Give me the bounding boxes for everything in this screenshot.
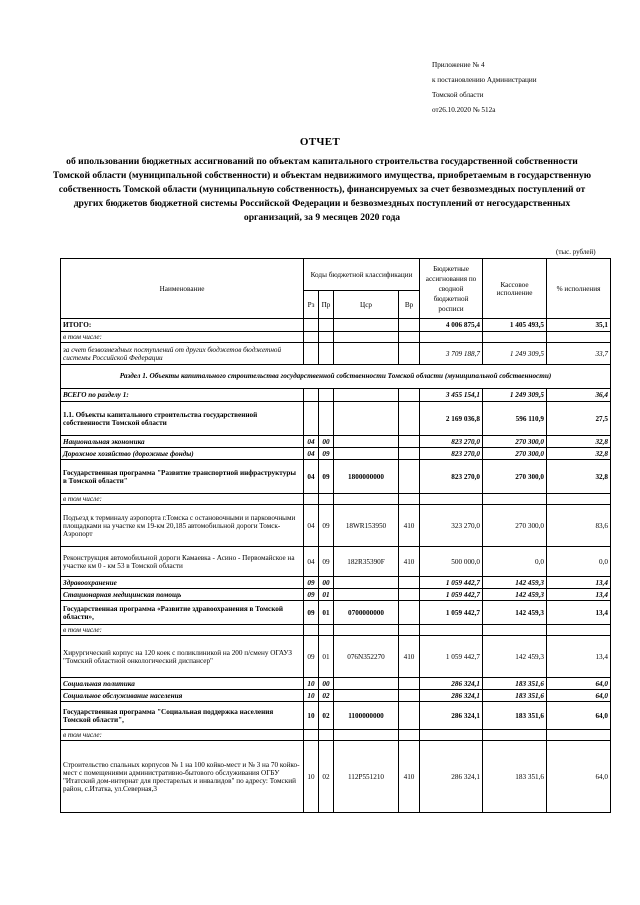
header-name: Наименование	[61, 259, 304, 319]
cell-percent: 27,5	[547, 402, 611, 436]
cell-vr	[399, 577, 420, 589]
cell-csr	[334, 448, 399, 460]
cell-vr	[399, 448, 420, 460]
cell-rz: 10	[304, 741, 319, 813]
cell-name: Социальная политика	[61, 678, 304, 690]
cell-name: Государственная программа "Развитие транспортной инфраструктуры в Томской области"	[61, 460, 304, 494]
table-row	[61, 460, 611, 494]
cell-budget: 286 324,1	[420, 678, 483, 690]
cell-csr: 112P551210	[334, 741, 399, 813]
cell-name: Дорожное хозяйство (дорожные фонды)	[61, 448, 304, 460]
appendix-line: Приложение № 4	[432, 61, 485, 69]
cell-cash: 270 300,0	[483, 448, 547, 460]
cell-name: Социальное обслуживание населения	[61, 690, 304, 702]
report-title: ОТЧЕТ	[299, 136, 341, 148]
cell-vr	[399, 494, 420, 505]
cell-cash: 1 249 309,5	[483, 343, 547, 365]
cell-pr: 09	[319, 448, 334, 460]
cell-vr: 410	[399, 505, 420, 547]
table-row	[61, 690, 611, 702]
cell-percent: 32,8	[547, 436, 611, 448]
cell-rz: 10	[304, 690, 319, 702]
cell-cash	[483, 730, 547, 741]
cell-budget: 323 270,0	[420, 505, 483, 547]
appendix-line: к постановлению Администрации	[432, 76, 537, 84]
cell-pr	[319, 389, 334, 402]
cell-csr: 076N352270	[334, 636, 399, 678]
cell-cash: 0,0	[483, 547, 547, 577]
cell-cash: 142 459,3	[483, 589, 547, 601]
cell-vr	[399, 402, 420, 436]
cell-name: Стационарная медицинская помощь	[61, 589, 304, 601]
cell-budget: 823 270,0	[420, 436, 483, 448]
cell-budget: 286 324,1	[420, 741, 483, 813]
cell-rz	[304, 332, 319, 343]
cell-vr	[399, 601, 420, 625]
cell-rz	[304, 343, 319, 365]
cell-vr	[399, 678, 420, 690]
cell-name: Подъезд к терминалу аэропорта г.Томска с остановочными и парковочными площадками на участке км 19-км 20,185 автомобильной дороги Томск-Аэропорт	[61, 505, 304, 547]
cell-budget: 1 059 442,7	[420, 636, 483, 678]
cell-percent: 64,0	[547, 702, 611, 730]
cell-percent: 64,0	[547, 690, 611, 702]
table-row	[61, 625, 611, 636]
cell-pr: 02	[319, 690, 334, 702]
cell-percent	[547, 730, 611, 741]
header-vr: Вр	[399, 291, 420, 319]
section-title: Раздел 1. Объекты капитального строительства государственной собственности Томской области (муниципальной собственности)	[61, 365, 611, 389]
cell-percent	[547, 332, 611, 343]
cell-name: в том числе:	[61, 332, 304, 343]
cell-name: ИТОГО:	[61, 319, 304, 332]
cell-budget: 823 270,0	[420, 460, 483, 494]
cell-pr: 00	[319, 436, 334, 448]
table-row	[61, 702, 611, 730]
cell-pr: 01	[319, 601, 334, 625]
cell-vr	[399, 436, 420, 448]
cell-csr: 18WR153950	[334, 505, 399, 547]
appendix-line: Томской области	[432, 91, 484, 99]
table-row	[61, 601, 611, 625]
cell-csr	[334, 343, 399, 365]
cell-budget: 1 059 442,7	[420, 577, 483, 589]
cell-cash	[483, 494, 547, 505]
cell-csr	[334, 625, 399, 636]
cell-percent: 33,7	[547, 343, 611, 365]
cell-percent: 13,4	[547, 636, 611, 678]
cell-rz: 09	[304, 636, 319, 678]
cell-vr	[399, 690, 420, 702]
cell-rz: 09	[304, 589, 319, 601]
cell-pr: 01	[319, 589, 334, 601]
cell-vr: 410	[399, 547, 420, 577]
cell-vr	[399, 343, 420, 365]
cell-pr	[319, 332, 334, 343]
cell-rz	[304, 319, 319, 332]
cell-pr	[319, 343, 334, 365]
cell-rz: 04	[304, 460, 319, 494]
cell-cash: 596 110,9	[483, 402, 547, 436]
cell-vr	[399, 460, 420, 494]
cell-name: ВСЕГО по разделу 1:	[61, 389, 304, 402]
table-row	[61, 402, 611, 436]
cell-budget	[420, 494, 483, 505]
cell-rz: 04	[304, 448, 319, 460]
cell-percent: 13,4	[547, 589, 611, 601]
cell-name: за счет безвозмездных поступлений от других бюджетов бюджетной системы Российской Федерации	[61, 343, 304, 365]
cell-cash: 270 300,0	[483, 436, 547, 448]
cell-pr: 02	[319, 702, 334, 730]
cell-rz: 04	[304, 547, 319, 577]
cell-budget: 823 270,0	[420, 448, 483, 460]
header-codes: Коды бюджетной классификации	[304, 259, 420, 291]
cell-cash: 270 300,0	[483, 505, 547, 547]
cell-cash: 142 459,3	[483, 601, 547, 625]
cell-pr	[319, 730, 334, 741]
cell-csr	[334, 319, 399, 332]
cell-cash: 270 300,0	[483, 460, 547, 494]
cell-rz: 09	[304, 601, 319, 625]
cell-vr	[399, 730, 420, 741]
cell-name: 1.1. Объекты капитального строительства государственной собственности Томской области	[61, 402, 304, 436]
cell-pr: 01	[319, 636, 334, 678]
cell-name: Здравоохранение	[61, 577, 304, 589]
cell-percent: 36,4	[547, 389, 611, 402]
appendix-block	[432, 58, 537, 118]
cell-csr	[334, 389, 399, 402]
cell-csr	[334, 402, 399, 436]
table-row	[61, 741, 611, 813]
cell-vr	[399, 589, 420, 601]
cell-percent: 0,0	[547, 547, 611, 577]
cell-name: Государственная программа "Социальная поддержка населения Томской области",	[61, 702, 304, 730]
cell-budget: 4 006 875,4	[420, 319, 483, 332]
cell-vr	[399, 389, 420, 402]
cell-percent	[547, 625, 611, 636]
cell-cash	[483, 625, 547, 636]
cell-pr: 00	[319, 678, 334, 690]
cell-vr	[399, 702, 420, 730]
appendix-line: от26.10.2020 № 512а	[432, 106, 496, 114]
cell-rz: 10	[304, 678, 319, 690]
cell-pr	[319, 494, 334, 505]
table-row	[61, 343, 611, 365]
cell-rz	[304, 625, 319, 636]
cell-csr: 0700000000	[334, 601, 399, 625]
cell-vr	[399, 332, 420, 343]
report-table	[60, 258, 611, 813]
cell-percent: 64,0	[547, 741, 611, 813]
cell-rz	[304, 402, 319, 436]
table-row	[61, 332, 611, 343]
table-row	[61, 678, 611, 690]
cell-csr: 1100000000	[334, 702, 399, 730]
cell-budget: 3 709 188,7	[420, 343, 483, 365]
cell-budget	[420, 332, 483, 343]
cell-pr: 09	[319, 460, 334, 494]
cell-budget: 2 169 036,8	[420, 402, 483, 436]
table-row	[61, 547, 611, 577]
cell-csr	[334, 678, 399, 690]
cell-vr: 410	[399, 741, 420, 813]
cell-rz: 10	[304, 702, 319, 730]
table-row	[61, 448, 611, 460]
cell-budget: 1 059 442,7	[420, 589, 483, 601]
header-percent: % исполнения	[547, 259, 611, 319]
cell-name: Государственная программа «Развитие здравоохранения в Томской области»,	[61, 601, 304, 625]
cell-csr	[334, 589, 399, 601]
cell-pr	[319, 402, 334, 436]
cell-budget: 1 059 442,7	[420, 601, 483, 625]
cell-cash: 142 459,3	[483, 636, 547, 678]
table-row	[61, 389, 611, 402]
cell-rz: 04	[304, 505, 319, 547]
cell-cash: 183 351,6	[483, 702, 547, 730]
cell-cash: 183 351,6	[483, 678, 547, 690]
cell-budget: 286 324,1	[420, 702, 483, 730]
cell-cash	[483, 332, 547, 343]
cell-csr: 1800000000	[334, 460, 399, 494]
cell-csr	[334, 436, 399, 448]
cell-pr: 02	[319, 741, 334, 813]
cell-pr	[319, 319, 334, 332]
cell-name: Национальная экономика	[61, 436, 304, 448]
report-subtitle: об ипользовании бюджетных ассигнований по объектам капитального строительства государственной собственности Томской области (муниципальной собственности) и объектам недвижимого имущества, приобретаемым в государственную собственность Томской области (муниципальную собственность), финансируемых за счет безвозмездных поступлений от других бюджетов бюджетной системы Российской Федерации и безвозмездных поступлений от негосударственных организаций, за 9 месяцев 2020 года	[52, 156, 592, 223]
cell-pr: 09	[319, 505, 334, 547]
cell-cash: 1 249 309,5	[483, 389, 547, 402]
cell-name: Хирургический корпус на 120 коек с поликлиникой на 200 п/смену ОГАУЗ "Томский областной онкологический диспансер"	[61, 636, 304, 678]
cell-percent: 13,4	[547, 577, 611, 589]
cell-percent: 83,6	[547, 505, 611, 547]
cell-csr	[334, 332, 399, 343]
cell-percent: 32,8	[547, 460, 611, 494]
cell-name: в том числе:	[61, 730, 304, 741]
cell-pr: 09	[319, 547, 334, 577]
table-row	[61, 636, 611, 678]
cell-rz	[304, 389, 319, 402]
cell-csr	[334, 730, 399, 741]
cell-percent	[547, 494, 611, 505]
cell-csr: 182R35390F	[334, 547, 399, 577]
cell-csr	[334, 690, 399, 702]
cell-rz	[304, 494, 319, 505]
cell-rz	[304, 730, 319, 741]
header-pr: Пр	[319, 291, 334, 319]
cell-csr	[334, 577, 399, 589]
table-row	[61, 730, 611, 741]
table-row	[61, 589, 611, 601]
units-note: (тыс. рублей)	[556, 248, 596, 256]
cell-budget	[420, 730, 483, 741]
section-row	[61, 365, 611, 389]
cell-pr	[319, 625, 334, 636]
cell-csr	[334, 494, 399, 505]
cell-budget	[420, 625, 483, 636]
cell-percent: 35,1	[547, 319, 611, 332]
cell-vr	[399, 319, 420, 332]
cell-rz: 04	[304, 436, 319, 448]
header-rz: Рз	[304, 291, 319, 319]
cell-budget: 286 324,1	[420, 690, 483, 702]
header-row	[61, 259, 611, 291]
cell-budget: 500 000,0	[420, 547, 483, 577]
header-cash: Кассовое исполнение	[483, 259, 547, 319]
cell-name: Реконструкция автомобильной дороги Камаевка - Асино - Первомайское на участке км 0 - км 53 в Томской области	[61, 547, 304, 577]
cell-name: в том числе:	[61, 494, 304, 505]
table-row	[61, 505, 611, 547]
cell-cash: 1 405 493,5	[483, 319, 547, 332]
cell-cash: 183 351,6	[483, 690, 547, 702]
cell-vr: 410	[399, 636, 420, 678]
table-row	[61, 436, 611, 448]
cell-cash: 183 351,6	[483, 741, 547, 813]
cell-name: в том числе:	[61, 625, 304, 636]
table-row	[61, 577, 611, 589]
cell-name: Строительство спальных корпусов № 1 на 100 койко-мест и № 3 на 70 койко-мест с помещениями административно-бытового обслуживания ОГБУ "Итатский дом-интернат для престарелых и инвалидов" по адресу: Томский район, с.Итатка, ул.Северная,3	[61, 741, 304, 813]
table-row	[61, 494, 611, 505]
cell-percent: 32,8	[547, 448, 611, 460]
cell-cash: 142 459,3	[483, 577, 547, 589]
cell-pr: 00	[319, 577, 334, 589]
cell-vr	[399, 625, 420, 636]
cell-budget: 3 455 154,1	[420, 389, 483, 402]
header-budget: Бюджетные ассигнования по сводной бюджетной росписи	[420, 259, 483, 319]
cell-percent: 64,0	[547, 678, 611, 690]
header-csr: Цср	[334, 291, 399, 319]
cell-percent: 13,4	[547, 601, 611, 625]
cell-rz: 09	[304, 577, 319, 589]
table-row	[61, 319, 611, 332]
